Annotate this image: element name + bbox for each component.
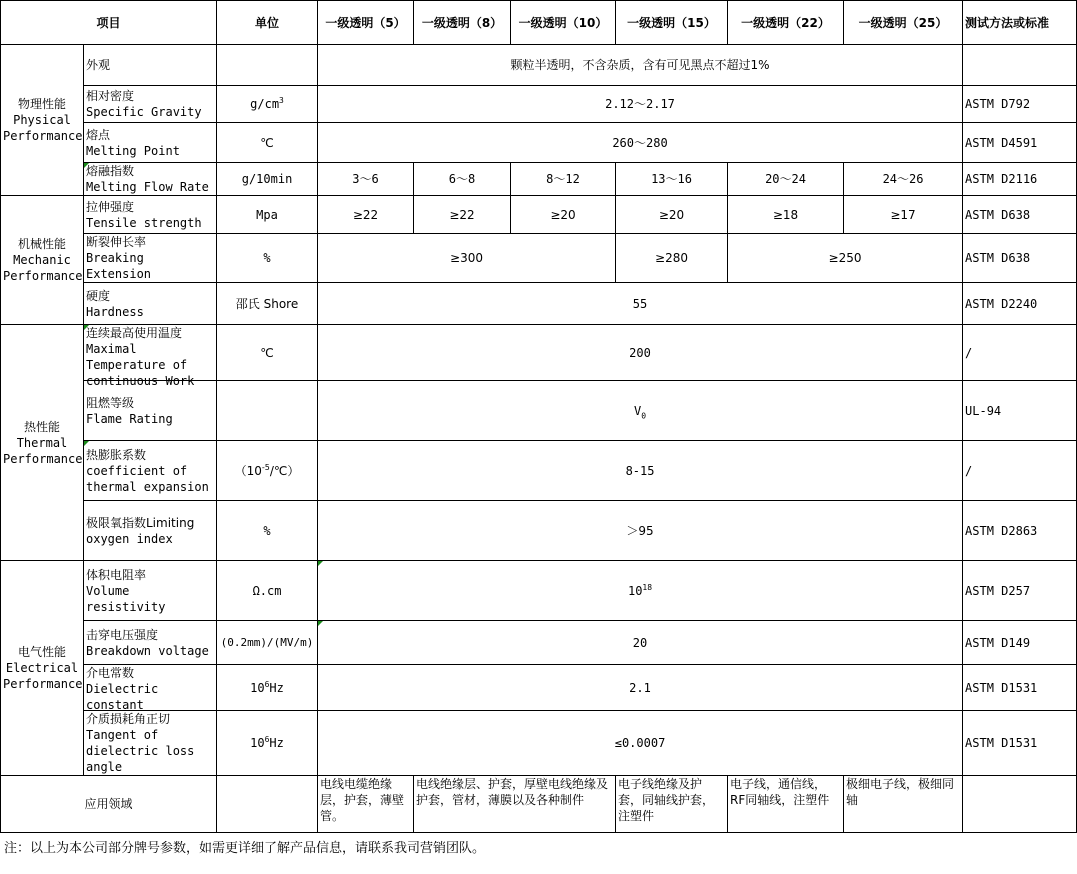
application-standard <box>963 776 1077 833</box>
prop-loss <box>84 711 217 776</box>
prop-dielectric-clip <box>86 665 214 712</box>
value-tensile-22: ≥18 <box>728 196 844 234</box>
prop-tensile-zh: 拉伸强度 <box>86 199 135 214</box>
header-grade-25: 一级透明（25） <box>844 1 963 45</box>
application-grade-5: 电线电缆绝缘层，护套，薄壁管。 <box>318 776 414 833</box>
value-hardness: 55 <box>318 283 963 325</box>
prop-dielectric-en2: constant <box>86 698 144 712</box>
value-dielectric: 2.1 <box>318 665 963 711</box>
std-breakdown: ASTM D149 <box>963 621 1077 665</box>
prop-max-temp-en3: continuous Work <box>86 374 195 388</box>
prop-hardness <box>84 283 217 325</box>
header-grade-22: 一级透明（22） <box>728 1 844 45</box>
unit-tensile: Mpa <box>217 196 318 234</box>
std-tensile: ASTM D638 <box>963 196 1077 234</box>
category-mechanic-en1: Mechanic <box>13 253 71 267</box>
row-dielectric <box>1 665 1077 711</box>
value-breakdown: 20 <box>318 621 963 665</box>
prop-dielectric-zh: 介电常数 <box>86 666 135 680</box>
value-mfr-15: 13～16 <box>616 163 728 196</box>
category-physical-en2: Performance <box>3 129 83 143</box>
header-item: 项目 <box>1 1 217 45</box>
prop-max-temp-clip <box>86 325 214 388</box>
footnote: 注：以上为本公司部分牌号参数，如需更详细了解产品信息，请联系我司营销团队。 <box>4 841 486 856</box>
std-dielectric: ASTM D1531 <box>963 665 1077 711</box>
std-appearance <box>963 45 1077 86</box>
value-expansion: 8-15 <box>318 441 963 501</box>
value-tensile-25: ≥17 <box>844 196 963 234</box>
category-electrical-en1: Electrical <box>5 661 79 675</box>
category-electrical-zh: 电气性能 <box>17 645 66 659</box>
category-physical-zh: 物理性能 <box>17 97 66 111</box>
prop-melting-zh: 熔点 <box>86 127 111 142</box>
prop-flame-zh: 阻燃等级 <box>86 395 135 410</box>
prop-breakdown-en: Breakdown voltage <box>86 643 209 658</box>
prop-max-temp-zh: 连续最高使用温度 <box>86 326 183 340</box>
unit-dielectric-base: 10 <box>250 680 265 695</box>
prop-elongation-en: Breaking Extension <box>86 251 152 281</box>
prop-appearance-zh: 外观 <box>86 58 111 72</box>
std-hardness: ASTM D2240 <box>963 283 1077 325</box>
value-mfr-10: 8～12 <box>511 163 616 196</box>
prop-dielectric <box>84 665 217 711</box>
row-max-temp <box>1 325 1077 381</box>
category-physical-en1: Physical <box>13 113 71 127</box>
prop-volume-res <box>84 561 217 621</box>
row-application <box>1 776 1077 833</box>
row-mfr <box>1 163 1077 196</box>
value-tensile-5: ≥22 <box>318 196 414 234</box>
value-volume-res-base: 10 <box>627 583 643 598</box>
unit-volume-res: Ω.cm <box>217 561 318 621</box>
unit-loss <box>217 711 318 776</box>
std-mfr: ASTM D2116 <box>963 163 1077 196</box>
row-tensile <box>1 196 1077 234</box>
category-mechanic <box>1 196 84 325</box>
prop-elongation-zh: 断裂伸长率 <box>86 235 147 249</box>
prop-flame <box>84 381 217 441</box>
prop-loi-zh-en: 极限氧指数Limiting <box>86 515 195 530</box>
prop-density-zh: 相对密度 <box>86 89 135 103</box>
unit-dielectric-exp: 6 <box>264 679 270 689</box>
application-unit <box>217 776 318 833</box>
row-hardness <box>1 283 1077 325</box>
value-mfr-25: 24～26 <box>844 163 963 196</box>
row-volume-res <box>1 561 1077 621</box>
prop-volume-res-zh: 体积电阻率 <box>86 567 147 582</box>
value-flame-sub: 0 <box>641 410 647 420</box>
category-thermal-en2: Performance <box>3 451 83 466</box>
unit-density-base: g/cm <box>250 97 280 111</box>
row-expansion <box>1 441 1077 501</box>
prop-appearance <box>84 45 217 86</box>
prop-flame-en: Flame Rating <box>86 411 173 426</box>
prop-mfr-zh: 熔融指数 <box>86 164 135 178</box>
row-loss <box>1 711 1077 776</box>
value-density: 2.12～2.17 <box>318 86 963 123</box>
prop-loi-en: oxygen index <box>86 531 173 546</box>
category-mechanic-en2: Performance <box>3 269 83 283</box>
unit-density <box>217 86 318 123</box>
std-volume-res: ASTM D257 <box>963 561 1077 621</box>
row-breakdown <box>1 621 1077 665</box>
application-grade-25: 极细电子线，极细同轴 <box>844 776 963 833</box>
unit-appearance <box>217 45 318 86</box>
prop-density <box>84 86 217 123</box>
value-max-temp: 200 <box>318 325 963 381</box>
prop-volume-res-en: Volume resistivity <box>86 583 166 614</box>
application-grade-8-10: 电线绝缘层、护套，厚壁电线绝缘及护套，管材，薄膜以及各种制件 <box>414 776 616 833</box>
unit-flame <box>217 381 318 441</box>
value-tensile-8: ≥22 <box>414 196 511 234</box>
value-melting: 260～280 <box>318 123 963 163</box>
value-elongation-22-25: ≥250 <box>728 234 963 283</box>
prop-tensile-en: Tensile strength <box>86 215 202 230</box>
category-electrical-en2: Performance <box>3 677 83 691</box>
prop-loss-zh: 介质损耗角正切 <box>86 712 171 726</box>
header-grade-8: 一级透明（8） <box>414 1 511 45</box>
value-loss: ≤0.0007 <box>318 711 963 776</box>
prop-loss-en1: Tangent of <box>86 728 159 742</box>
unit-expansion-pre: （10 <box>234 463 262 478</box>
value-loi: ＞95 <box>318 501 963 561</box>
std-flame: UL-94 <box>963 381 1077 441</box>
unit-dielectric <box>217 665 318 711</box>
category-thermal-en1: Thermal <box>16 435 68 450</box>
std-density: ASTM D792 <box>963 86 1077 123</box>
unit-loss-post: Hz <box>269 736 284 750</box>
prop-dielectric-en1: Dielectric <box>86 682 159 696</box>
value-tensile-15: ≥20 <box>616 196 728 234</box>
prop-mfr <box>84 163 217 196</box>
header-row <box>1 1 1077 45</box>
value-volume-res <box>318 561 963 621</box>
row-melting <box>1 123 1077 163</box>
unit-melting: ℃ <box>217 123 318 163</box>
std-loi: ASTM D2863 <box>963 501 1077 561</box>
header-unit: 单位 <box>217 1 318 45</box>
prop-loss-en3: angle <box>86 760 123 774</box>
category-thermal-zh: 热性能 <box>23 419 60 434</box>
unit-expansion-exp: -5 <box>261 462 270 472</box>
unit-elongation: % <box>217 234 318 283</box>
header-grade-5: 一级透明（5） <box>318 1 414 45</box>
prop-loi <box>84 501 217 561</box>
row-loi <box>1 501 1077 561</box>
category-physical <box>1 45 84 196</box>
std-loss: ASTM D1531 <box>963 711 1077 776</box>
value-mfr-22: 20～24 <box>728 163 844 196</box>
unit-density-exp: 3 <box>279 96 284 105</box>
unit-mfr: g/10min <box>217 163 318 196</box>
prop-tensile <box>84 196 217 234</box>
value-appearance: 颗粒半透明，不含杂质，含有可见黑点不超过1% <box>318 45 963 86</box>
std-elongation: ASTM D638 <box>963 234 1077 283</box>
std-max-temp: / <box>963 325 1077 381</box>
application-label: 应用领域 <box>1 776 217 833</box>
prop-max-temp-en1: Maximal <box>86 342 137 356</box>
std-melting: ASTM D4591 <box>963 123 1077 163</box>
prop-max-temp <box>84 325 217 388</box>
unit-hardness: 邵氏 Shore <box>217 283 318 325</box>
header-grade-10: 一级透明（10） <box>511 1 616 45</box>
header-standard: 测试方法或标准 <box>963 1 1077 45</box>
value-mfr-8: 6～8 <box>414 163 511 196</box>
prop-hardness-en: Hardness <box>86 304 144 319</box>
value-volume-res-exp: 18 <box>642 582 653 592</box>
unit-loss-exp: 6 <box>264 735 270 744</box>
category-electrical <box>1 561 84 776</box>
prop-melting-en: Melting Point <box>86 143 180 158</box>
prop-density-en: Specific Gravity <box>86 105 202 119</box>
value-flame-base: V <box>633 403 642 418</box>
value-elongation-5-10: ≥300 <box>318 234 616 283</box>
unit-breakdown: (0.2mm)/(MV/m) <box>217 621 318 665</box>
prop-expansion-en1: coefficient of <box>86 463 188 478</box>
prop-expansion-zh: 热膨胀系数 <box>86 447 147 462</box>
row-appearance <box>1 45 1077 86</box>
unit-expansion-post: /℃） <box>269 463 300 478</box>
prop-breakdown <box>84 621 217 665</box>
prop-loss-en2: dielectric loss <box>86 744 195 758</box>
category-mechanic-zh: 机械性能 <box>17 237 66 251</box>
prop-melting <box>84 123 217 163</box>
prop-expansion-en2: thermal expansion <box>86 479 209 494</box>
value-mfr-5: 3～6 <box>318 163 414 196</box>
unit-loss-base: 10 <box>250 736 265 750</box>
row-elongation <box>1 234 1077 283</box>
prop-hardness-zh: 硬度 <box>86 288 111 303</box>
prop-breakdown-zh: 击穿电压强度 <box>86 627 159 642</box>
unit-expansion <box>217 441 318 501</box>
application-grade-15: 电子线绝缘及护套，同轴线护套，注塑件 <box>616 776 728 833</box>
value-elongation-15: ≥280 <box>616 234 728 283</box>
prop-mfr-en: Melting Flow Rate <box>86 180 209 194</box>
value-flame <box>318 381 963 441</box>
unit-loi: % <box>217 501 318 561</box>
prop-expansion <box>84 441 217 501</box>
unit-max-temp: ℃ <box>217 325 318 381</box>
row-density <box>1 86 1077 123</box>
unit-dielectric-post: Hz <box>269 680 284 695</box>
application-grade-22: 电子线，通信线，RF同轴线，注塑件 <box>728 776 844 833</box>
value-tensile-10: ≥20 <box>511 196 616 234</box>
header-grade-15: 一级透明（15） <box>616 1 728 45</box>
category-thermal <box>1 325 84 561</box>
std-expansion: / <box>963 441 1077 501</box>
row-flame <box>1 381 1077 441</box>
prop-elongation <box>84 234 217 283</box>
prop-max-temp-en2: Temperature of <box>86 358 188 372</box>
